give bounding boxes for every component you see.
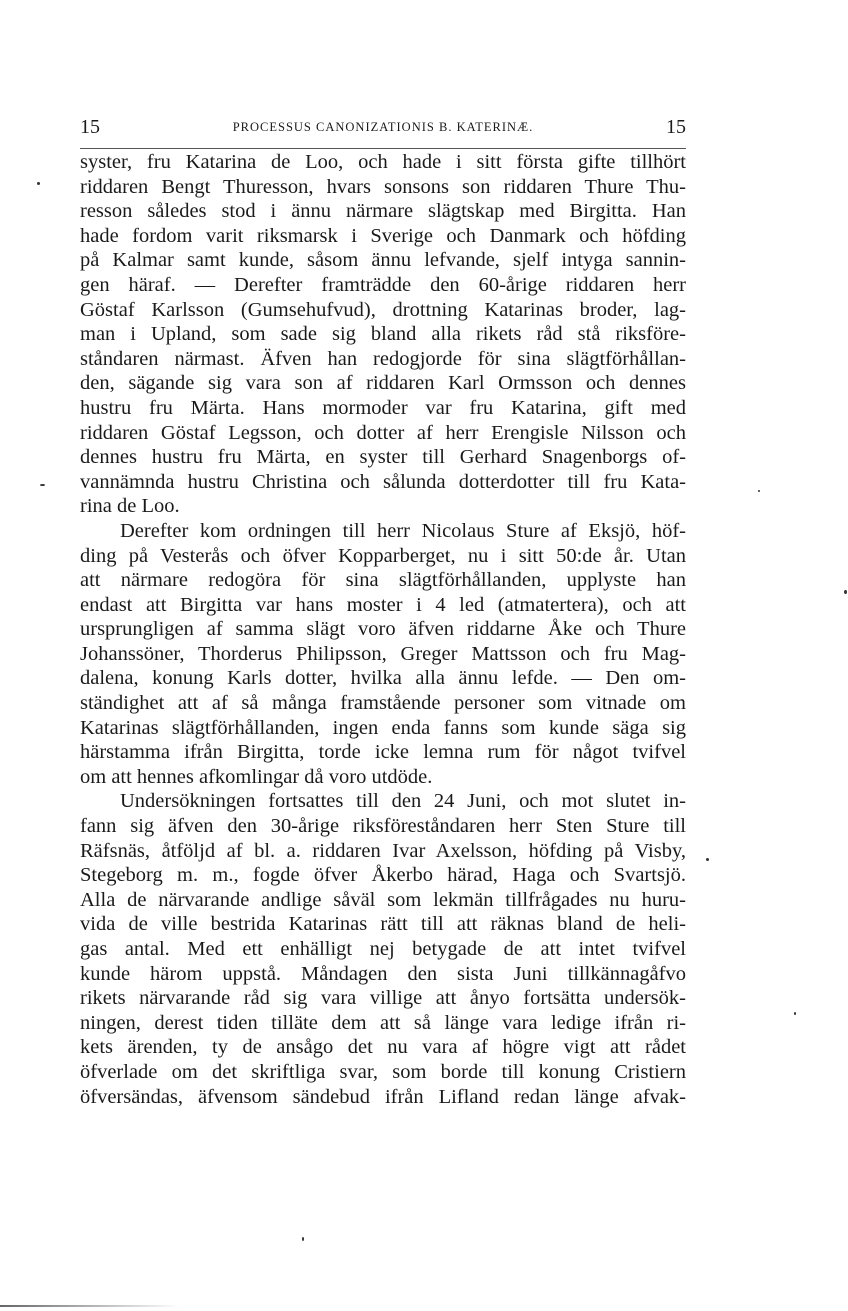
text-line: Räfsnäs, åtföljd af bl. a. riddaren Ivar Axelsson, höfding på Visby, xyxy=(80,839,686,862)
text-line: öfverlade om det skriftliga svar, som borde till konung Cristiern xyxy=(80,1060,686,1083)
text-line: Undersökningen fortsattes till den 24 Juni, och mot slutet in- xyxy=(120,790,686,813)
text-line: riddaren Bengt Thuresson, hvars sonsons son riddaren Thure Thu- xyxy=(80,175,686,198)
text-line: fann sig äfven den 30-årige riksföreståndaren herr Sten Sture till xyxy=(80,815,686,838)
header-rule xyxy=(80,148,686,149)
text-line: den, sägande sig vara son af riddaren Karl Ormsson och dennes xyxy=(80,372,686,395)
text-line: ding på Vesterås och öfver Kopparberget, nu i sitt 50:de år. Utan xyxy=(80,544,686,567)
text-line: gas antal. Med ett enhälligt nej betygade de att intet tvifvel xyxy=(80,938,686,960)
text-line: hustru fru Märta. Hans mormoder var fru Katarina, gift med xyxy=(80,396,686,419)
text-line: ståndaren närmast. Äfven han redogjorde för sina slägtförhållan- xyxy=(80,347,686,370)
scan-speck xyxy=(37,182,40,185)
text-line: rikets närvarande råd sig vara villige att ånyo fortsätta undersök- xyxy=(80,987,686,1010)
page-number-right: 15 xyxy=(666,116,686,138)
text-line: om att hennes afkomlingar då voro utdöde. xyxy=(80,765,433,788)
text-line: att närmare redogöra för sina slägtförhållanden, upplyste han xyxy=(80,569,686,592)
text-line: Derefter kom ordningen till herr Nicolaus Sture af Eksjö, höf- xyxy=(120,519,686,542)
text-line: hade fordom varit riksmarsk i Sverige och Danmark och höfding xyxy=(80,224,686,247)
running-title: PROCESSUS CANONIZATIONIS B. KATERINÆ. xyxy=(232,120,534,134)
text-line: ständighet att af så många framstående personer som vitnade om xyxy=(80,692,686,715)
scan-edge xyxy=(0,1305,180,1307)
scan-speck xyxy=(706,858,709,861)
text-line: på Kalmar samt kunde, såsom ännu lefvande, sjelf intyga sannin- xyxy=(80,249,686,272)
scan-speck xyxy=(40,484,45,486)
paragraph xyxy=(80,789,686,1109)
text-line: Alla de närvarande andlige såväl som lekmän tillfrågades nu huru- xyxy=(80,888,686,911)
text-line: kets ärenden, ty de ansågo det nu vara af högre vigt att rådet xyxy=(80,1036,686,1059)
text-line: endast att Birgitta var hans moster i 4 led (atmatertera), och att xyxy=(80,593,686,616)
text-line: Göstaf Karlsson (Gumsehufvud), drottning Katarinas broder, lag- xyxy=(80,298,686,321)
text-line: ursprungligen af samma slägt voro äfven riddarne Åke och Thure xyxy=(80,618,686,641)
scan-speck xyxy=(758,490,760,492)
page-number-left: 15 xyxy=(80,116,100,138)
text-line: ningen, derest tiden tilläte dem att så länge vara ledige ifrån ri- xyxy=(80,1011,686,1034)
text-line: härstamma ifrån Birgitta, torde icke lemna rum för något tvifvel xyxy=(80,741,686,764)
text-line: kunde härom uppstå. Måndagen den sista Juni tillkännagåfvo xyxy=(80,962,686,985)
text-line: dalena, konung Karls dotter, hvilka alla ännu lefde. — Den om- xyxy=(80,667,686,690)
text-line: vannämnda hustru Christina och sålunda dotterdotter till fru Kata- xyxy=(80,470,686,493)
text-line: riddaren Göstaf Legsson, och dotter af herr Erengisle Nilsson och xyxy=(80,421,686,444)
text-line: dennes hustru fru Märta, en syster till Gerhard Snagenborgs of- xyxy=(80,446,686,469)
scan-speck xyxy=(302,1237,304,1241)
text-line: rina de Loo. xyxy=(80,495,180,518)
running-header xyxy=(80,116,686,138)
text-line: gen häraf. — Derefter framträdde den 60-årige riddaren herr xyxy=(80,273,686,296)
text-line: vida de ville bestrida Katarinas rätt till att räknas bland de heli- xyxy=(80,913,686,936)
scan-speck xyxy=(794,1012,796,1015)
text-line: resson således stod i ännu närmare slägtskap med Birgitta. Han xyxy=(80,200,686,223)
text-line: Johanssöner, Thorderus Philipsson, Greger Mattsson och fru Mag- xyxy=(80,642,686,665)
text-line: Katarinas slägtförhållanden, ingen enda fanns som kunde säga sig xyxy=(80,716,686,739)
paragraph xyxy=(80,150,686,519)
text-line: öfversändas, äfvensom sändebud ifrån Lifland redan länge afvak- xyxy=(80,1085,686,1108)
text-line: Stegeborg m. m., fogde öfver Åkerbo härad, Haga och Svartsjö. xyxy=(80,864,686,887)
text-line: man i Upland, som sade sig bland alla rikets råd stå riksföre- xyxy=(80,323,686,346)
text-line: syster, fru Katarina de Loo, och hade i sitt första gifte tillhört xyxy=(80,151,686,173)
body-text xyxy=(80,150,686,1109)
scan-speck xyxy=(844,590,847,594)
paragraph xyxy=(80,519,686,790)
